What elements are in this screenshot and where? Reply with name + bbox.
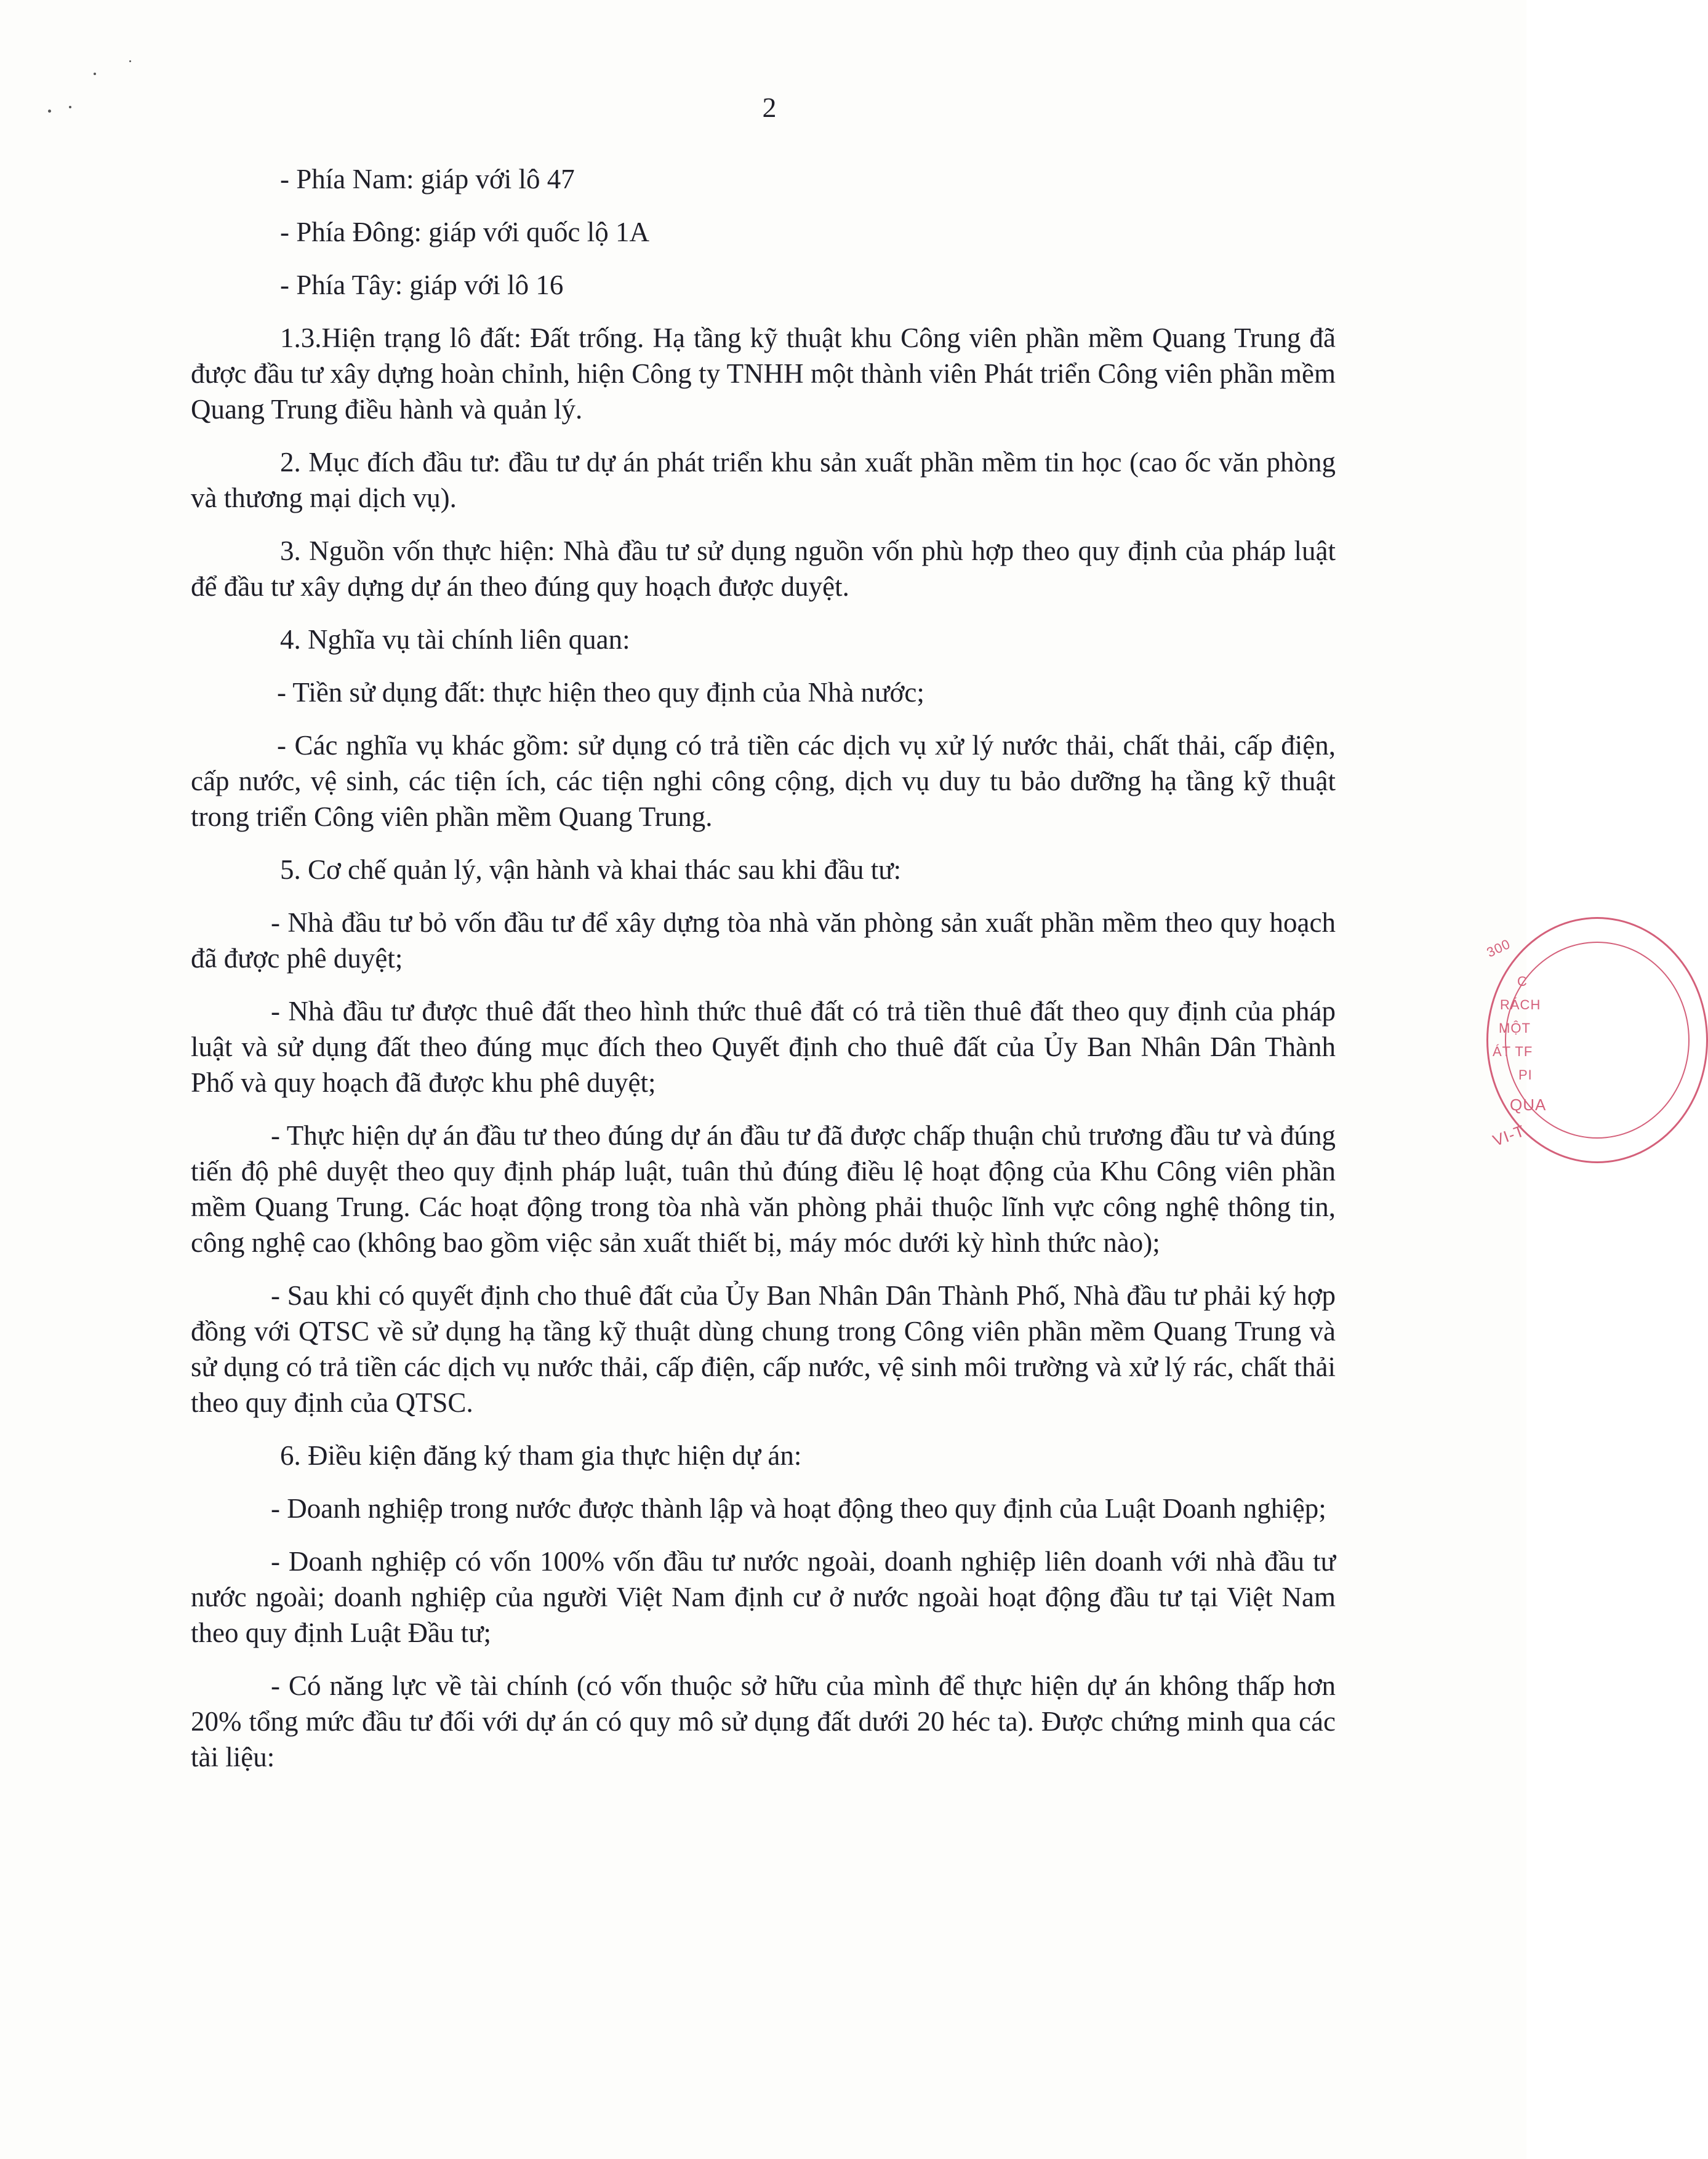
paragraph-investment-purpose: 2. Mục đích đầu tư: đầu tư dự án phát triển khu sản xuất phần mềm tin học (cao ốc văn phòng và thương mại dịch vụ). xyxy=(191,447,1336,513)
paragraph-project-implementation: - Thực hiện dự án đầu tư theo đúng dự án đầu tư đã được chấp thuận chủ trương đầu tư và đúng tiến độ phê duyệt theo quy định pháp luật, tuân thủ đúng điều lệ hoạt động của Khu Công viên phần mềm Quang Trung. Các hoạt động trong tòa nhà văn phòng phải thuộc lĩnh vực công nghệ thông tin, công nghệ cao (không bao gồm việc sản xuất thiết bị, máy móc dưới kỳ hình thức nào); xyxy=(191,1120,1336,1258)
heading-management-mechanism: 5. Cơ chế quản lý, vận hành và khai thác sau khi đầu tư: xyxy=(280,854,902,885)
stamp-text: PI xyxy=(1518,1067,1533,1083)
paragraph-investor-capital: - Nhà đầu tư bỏ vốn đầu tư để xây dựng tòa nhà văn phòng sản xuất phần mềm theo quy hoạch đã được phê duyệt; xyxy=(191,907,1336,974)
scan-speck xyxy=(69,106,71,108)
heading-financial-obligations: 4. Nghĩa vụ tài chính liên quan: xyxy=(280,624,630,655)
paragraph-qtsc-contract: - Sau khi có quyết định cho thuê đất của Ủy Ban Nhân Dân Thành Phố, Nhà đầu tư phải ký hợp đồng với QTSC về sử dụng hạ tầng kỹ thuật dùng chung trong Công viên phần mềm Quang Trung và sử dụng có trả tiền các dịch vụ nước thải, cấp điện, cấp nước, vệ sinh môi trường và xử lý rác, chất thải theo quy định của QTSC. xyxy=(191,1280,1336,1418)
stamp-text: RÁCH xyxy=(1500,997,1541,1012)
scan-speck xyxy=(48,110,51,113)
stamp-text: MỘT xyxy=(1499,1020,1531,1036)
stamp-text: 300 xyxy=(1484,935,1513,961)
paragraph-land-status: 1.3.Hiện trạng lô đất: Đất trống. Hạ tầng kỹ thuật khu Công viên phần mềm Quang Trung đã được đầu tư xây dựng hoàn chỉnh, hiện Công ty TNHH một thành viên Phát triển Công viên phần mềm Quang Trung điều hành và quản lý. xyxy=(191,322,1336,425)
heading-registration-conditions: 6. Điều kiện đăng ký tham gia thực hiện dự án: xyxy=(280,1440,802,1471)
stamp-text: ÁT TF xyxy=(1493,1044,1533,1059)
paragraph-financial-capacity: - Có năng lực về tài chính (có vốn thuộc sở hữu của mình để thực hiện dự án không thấp hơn 20% tổng mức đầu tư đối với dự án có quy mô sử dụng đất dưới 20 héc ta). Được chứng minh qua các tài liệu: xyxy=(191,1670,1336,1772)
scan-speck xyxy=(129,60,131,62)
paragraph-foreign-enterprise: - Doanh nghiệp có vốn 100% vốn đầu tư nước ngoài, doanh nghiệp liên doanh với nhà đầu tư nước ngoài; doanh nghiệp của người Việt Nam định cư ở nước ngoài hoạt động đầu tư tại Việt Nam theo quy định Luật Đầu tư; xyxy=(191,1546,1336,1648)
red-seal-stamp xyxy=(1474,917,1547,1163)
paragraph-land-lease: - Nhà đầu tư được thuê đất theo hình thức thuê đất có trả tiền thuê đất theo quy định của pháp luật và sử dụng đất theo đúng mục đích theo Quyết định cho thuê đất của Ủy Ban Nhân Dân Thành Phố và quy hoạch đã được khu phê duyệt; xyxy=(191,996,1336,1098)
paragraph-domestic-enterprise: - Doanh nghiệp trong nước được thành lập và hoạt động theo quy định của Luật Doanh nghiệp; xyxy=(271,1493,1326,1524)
scan-speck xyxy=(94,73,96,75)
paragraph-land-use-fee: - Tiền sử dụng đất: thực hiện theo quy định của Nhà nước; xyxy=(277,677,924,708)
paragraph-west-boundary: - Phía Tây: giáp với lô 16 xyxy=(280,270,564,300)
document-body xyxy=(191,161,1336,1792)
paragraph-south-boundary: - Phía Nam: giáp với lô 47 xyxy=(280,164,575,194)
stamp-text: C xyxy=(1517,974,1528,989)
paragraph-other-obligations: - Các nghĩa vụ khác gồm: sử dụng có trả tiền các dịch vụ xử lý nước thải, chất thải, cấp điện, cấp nước, vệ sinh, các tiện ích, các tiện nghi công cộng, dịch vụ duy tu bảo dưỡng hạ tầng kỹ thuật trong triển Công viên phần mềm Quang Trung. xyxy=(191,730,1336,832)
stamp-text: QUA xyxy=(1510,1096,1547,1114)
paragraph-capital-source: 3. Nguồn vốn thực hiện: Nhà đầu tư sử dụng nguồn vốn phù hợp theo quy định của pháp luật để đầu tư xây dựng dự án theo đúng quy hoạch được duyệt. xyxy=(191,535,1336,602)
paragraph-east-boundary: - Phía Đông: giáp với quốc lộ 1A xyxy=(280,217,649,247)
page-number: 2 xyxy=(762,92,777,123)
stamp-text: VI-T xyxy=(1490,1121,1528,1150)
